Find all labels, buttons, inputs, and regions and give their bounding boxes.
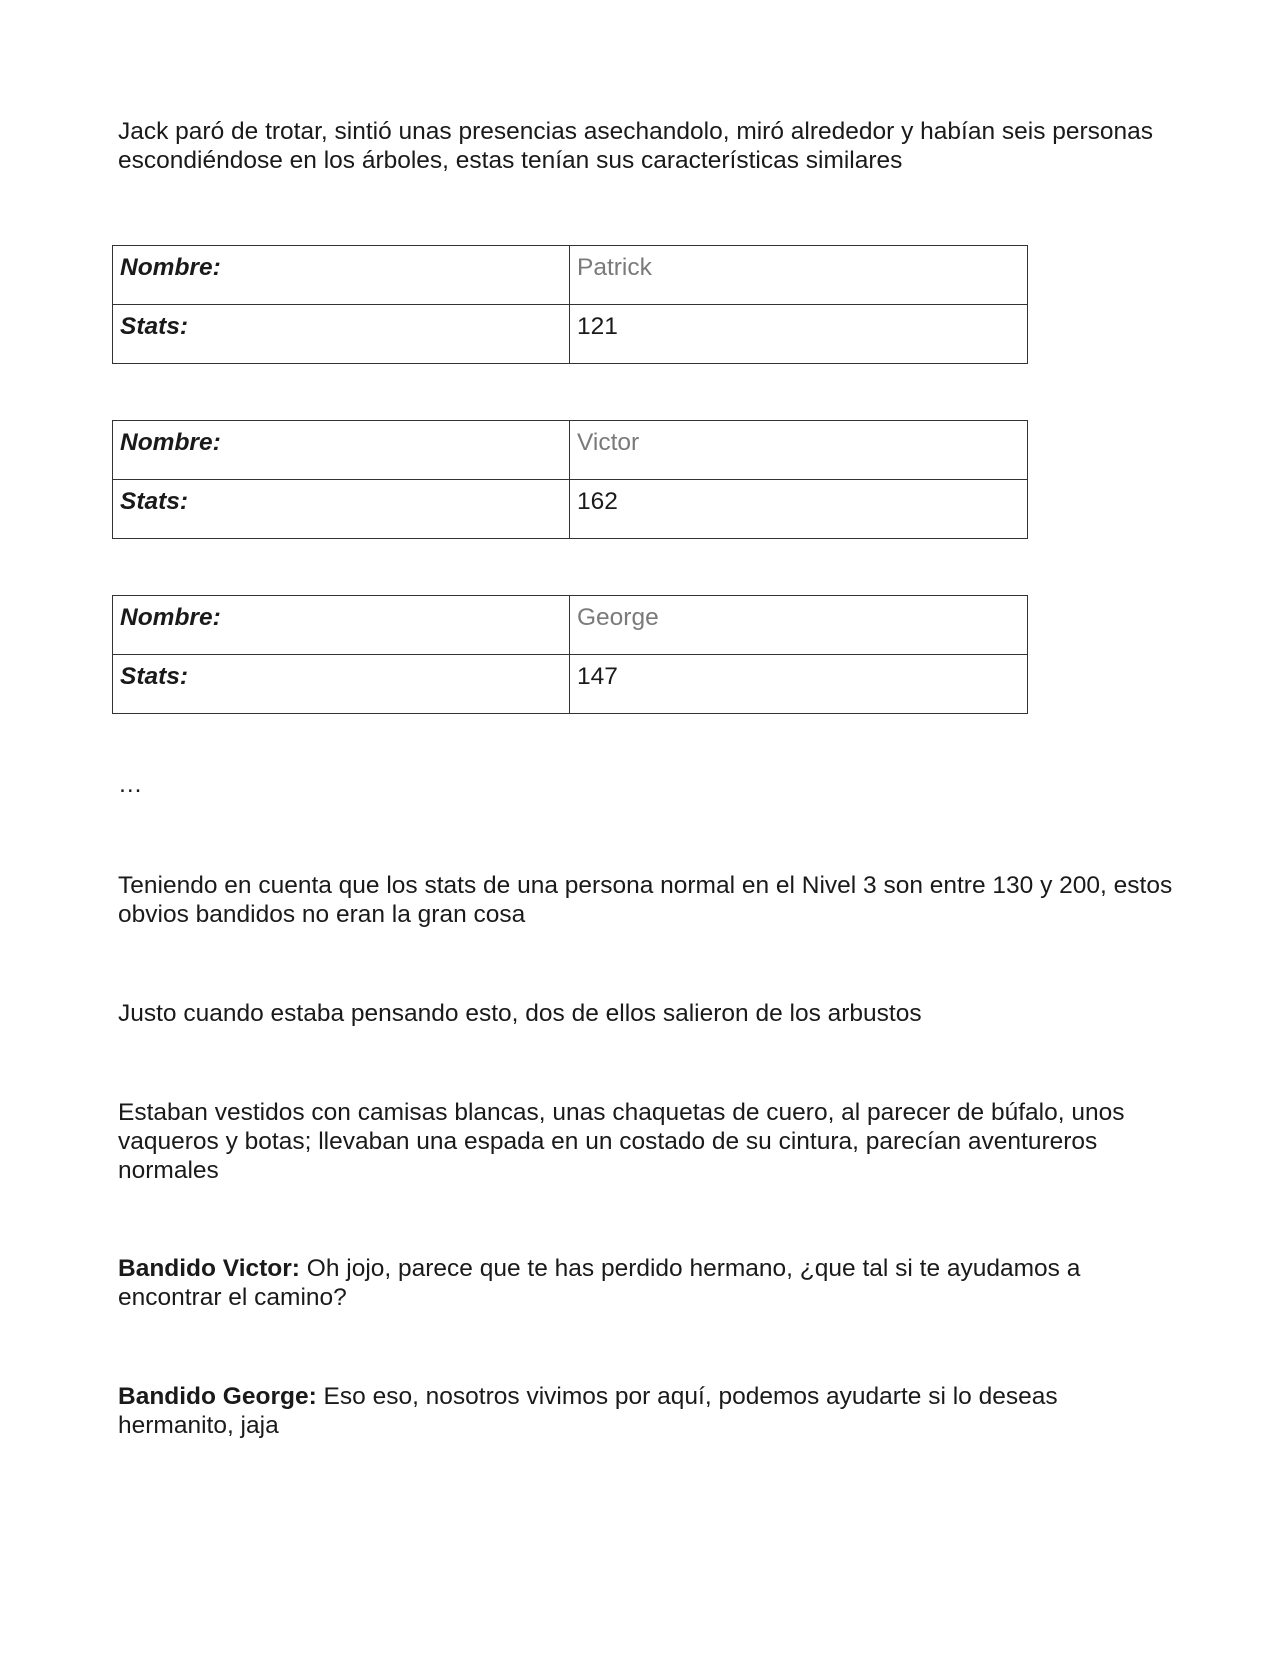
stats-label: Stats: bbox=[113, 655, 570, 714]
stats-table-patrick bbox=[112, 245, 1028, 364]
name-value: George bbox=[570, 596, 1028, 655]
speaker-name: Bandido George: bbox=[118, 1383, 317, 1410]
ellipsis-text: … bbox=[118, 771, 143, 798]
stats-value: 121 bbox=[570, 305, 1028, 364]
name-label: Nombre: bbox=[113, 596, 570, 655]
table-row bbox=[113, 305, 1028, 364]
name-label: Nombre: bbox=[113, 246, 570, 305]
intro-paragraph: Jack paró de trotar, sintió unas presencias asechandolo, miró alrededor y habían seis personas escondiéndose en los árboles, estas tenían sus características similares bbox=[118, 118, 1154, 174]
paragraph-stats-context: Teniendo en cuenta que los stats de una persona normal en el Nivel 3 son entre 130 y 200, estos obvios bandidos no eran la gran cosa bbox=[118, 872, 1173, 928]
stats-label: Stats: bbox=[113, 305, 570, 364]
stats-table-george bbox=[112, 595, 1028, 714]
stats-label: Stats: bbox=[113, 480, 570, 539]
paragraph-bandits-appear: Justo cuando estaba pensando esto, dos de ellos salieron de los arbustos bbox=[118, 1000, 922, 1027]
table-row bbox=[113, 421, 1028, 480]
table-row bbox=[113, 480, 1028, 539]
name-value: Patrick bbox=[570, 246, 1028, 305]
dialogue-text: Oh jojo, parece que te has perdido hermano, ¿que tal si te ayudamos a encontrar el camino? bbox=[118, 1255, 1081, 1311]
stats-value: 147 bbox=[570, 655, 1028, 714]
name-value: Victor bbox=[570, 421, 1028, 480]
dialogue-text: Eso eso, nosotros vivimos por aquí, podemos ayudarte si lo deseas hermanito, jaja bbox=[118, 1383, 1058, 1439]
table-row bbox=[113, 246, 1028, 305]
stats-table-victor bbox=[112, 420, 1028, 539]
table-row bbox=[113, 596, 1028, 655]
paragraph-bandits-description: Estaban vestidos con camisas blancas, unas chaquetas de cuero, al parecer de búfalo, unos vaqueros y botas; llevaban una espada en un costado de su cintura, parecían aventureros normales bbox=[118, 1099, 1125, 1184]
stats-value: 162 bbox=[570, 480, 1028, 539]
table-row bbox=[113, 655, 1028, 714]
dialogue-victor bbox=[118, 1254, 1178, 1312]
dialogue-george bbox=[118, 1382, 1178, 1440]
speaker-name: Bandido Victor: bbox=[118, 1255, 300, 1282]
name-label: Nombre: bbox=[113, 421, 570, 480]
